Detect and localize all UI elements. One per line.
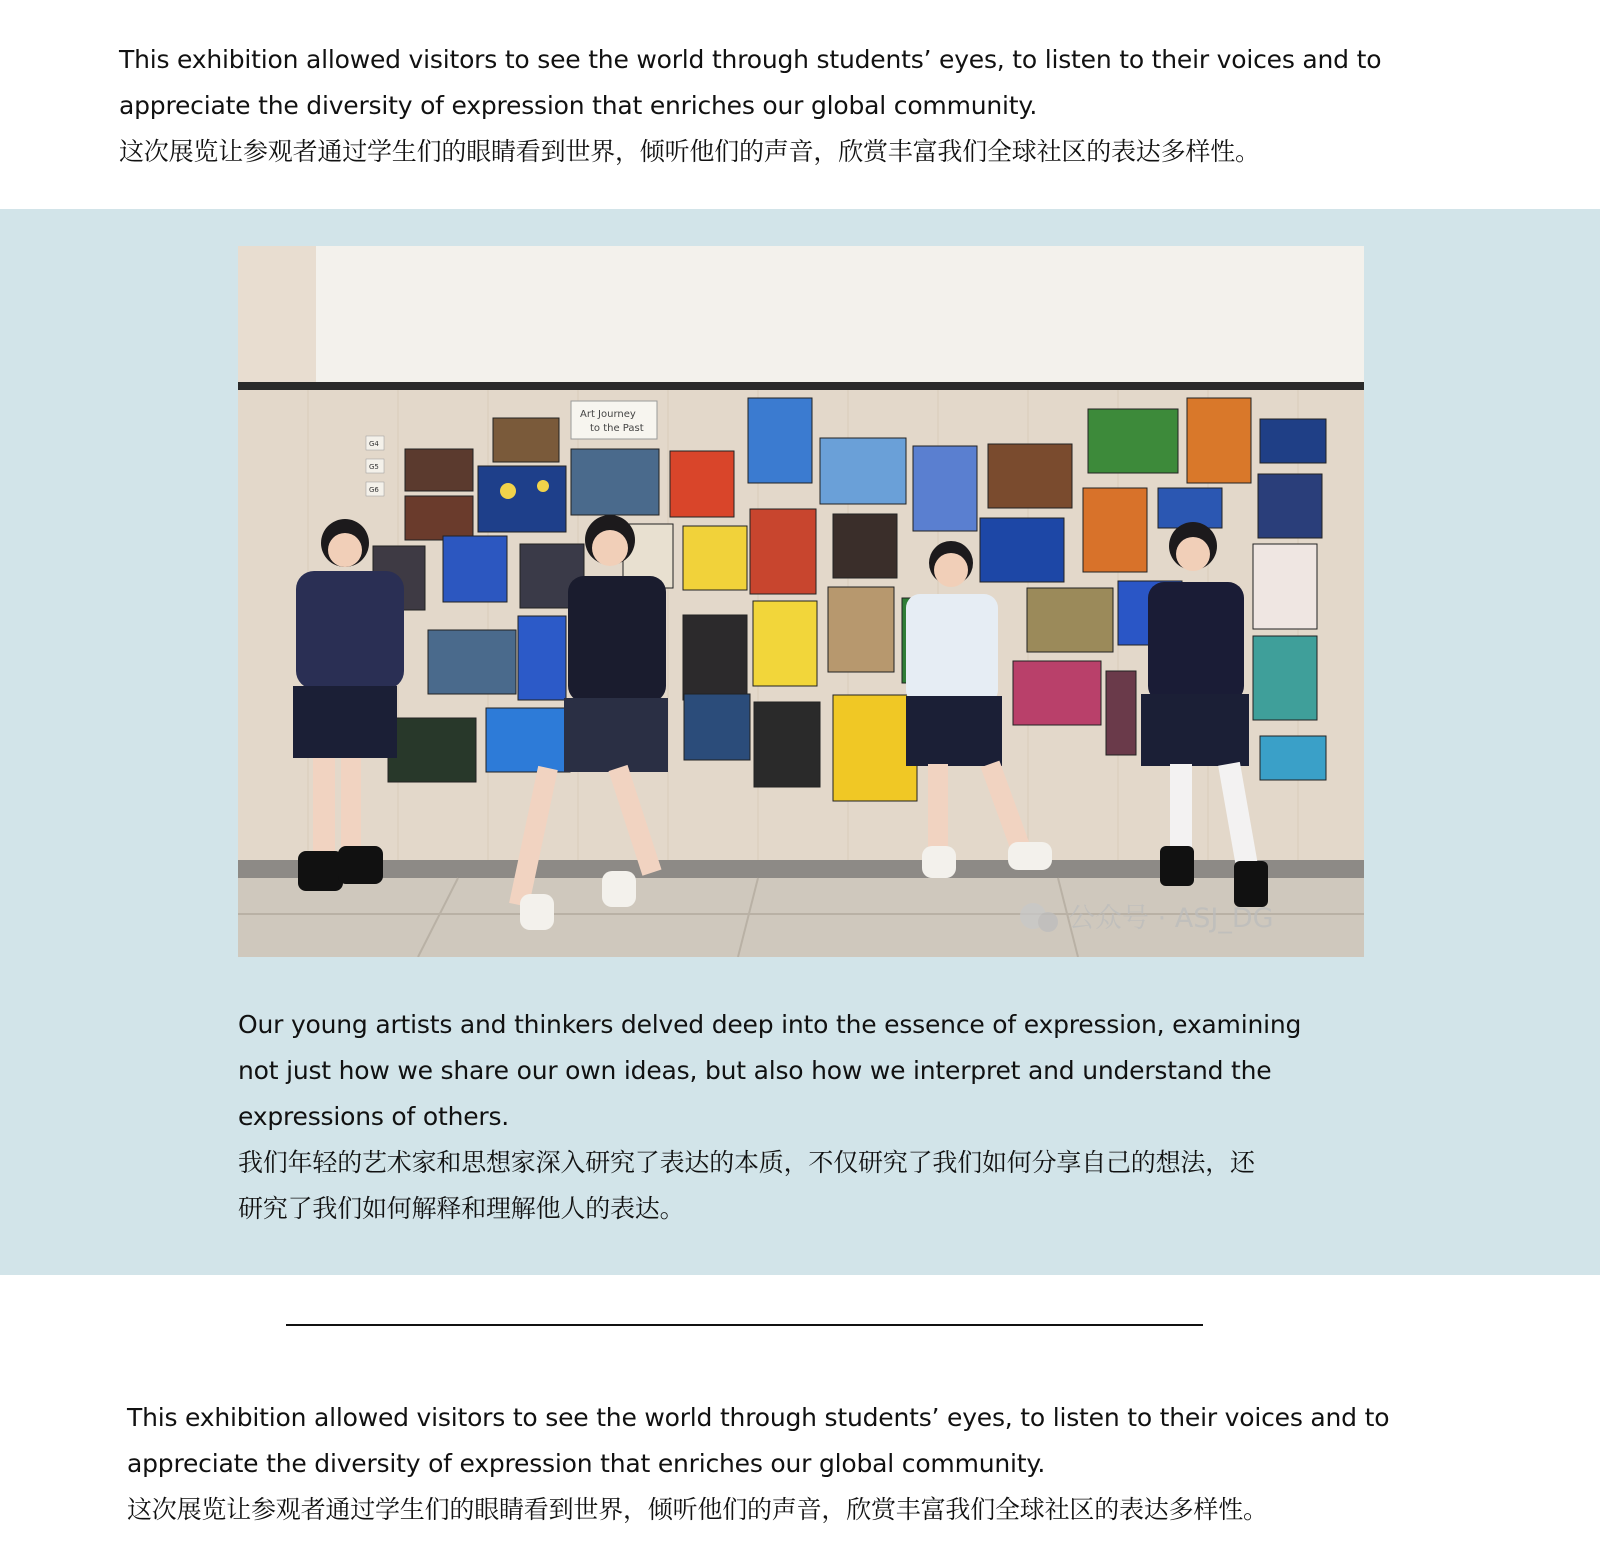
sign-line-2: to the Past bbox=[590, 423, 644, 434]
exhibition-photo bbox=[238, 246, 1364, 957]
outro-paragraph bbox=[127, 1395, 1389, 1533]
caption-english-line-2: not just how we share our own ideas, but also how we interpret and understand the bbox=[238, 1056, 1272, 1085]
outro-english-line-1: This exhibition allowed visitors to see the world through students’ eyes, to listen to their voices and to bbox=[127, 1403, 1390, 1432]
intro-paragraph bbox=[119, 37, 1381, 175]
wall-rail bbox=[238, 382, 1364, 390]
upper-wall bbox=[238, 246, 1364, 394]
intro-english-line-2: appreciate the diversity of expression that enriches our global community. bbox=[119, 91, 1038, 120]
grade-tag-g6: G6 bbox=[369, 486, 379, 494]
sign-line-1: Art Journey bbox=[580, 409, 636, 420]
grade-tag-g5: G5 bbox=[369, 463, 379, 471]
skirting bbox=[238, 860, 1364, 878]
section-divider bbox=[286, 1324, 1203, 1326]
grade-tag-g4: G4 bbox=[369, 440, 379, 448]
watermark-text: 公众号 · ASJ_DG bbox=[1068, 903, 1274, 934]
caption-chinese-line-1: 我们年轻的艺术家和思想家深入研究了表达的本质，不仅研究了我们如何分享自己的想法，还 bbox=[238, 1148, 1255, 1177]
caption-english-line-3: expressions of others. bbox=[238, 1102, 510, 1131]
intro-chinese-line: 这次展览让参观者通过学生们的眼睛看到世界，倾听他们的声音，欣赏丰富我们全球社区的表达多样性。 bbox=[119, 137, 1260, 166]
caption-english-line-1: Our young artists and thinkers delved deep into the essence of expression, examining bbox=[238, 1010, 1302, 1039]
outro-english-line-2: appreciate the diversity of expression that enriches our global community. bbox=[127, 1449, 1046, 1478]
caption-paragraph bbox=[238, 1002, 1301, 1232]
grade-tags bbox=[366, 436, 384, 496]
outro-chinese-line: 这次展览让参观者通过学生们的眼睛看到世界，倾听他们的声音，欣赏丰富我们全球社区的表达多样性。 bbox=[127, 1495, 1268, 1524]
intro-english-line-1: This exhibition allowed visitors to see the world through students’ eyes, to listen to their voices and to bbox=[119, 45, 1382, 74]
caption-chinese-line-2: 研究了我们如何解释和理解他人的表达。 bbox=[238, 1194, 685, 1223]
